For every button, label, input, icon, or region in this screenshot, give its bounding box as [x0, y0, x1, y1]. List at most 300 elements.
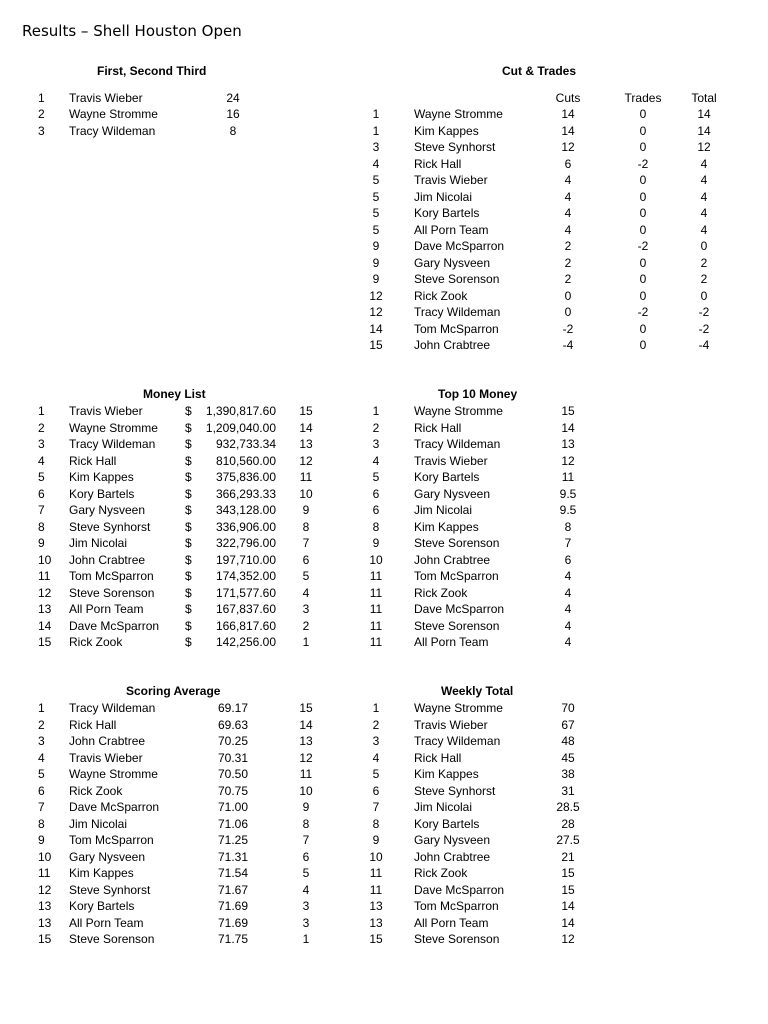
rank-cell: 1 [372, 404, 380, 418]
rank-cell: 3 [372, 437, 380, 451]
trades-cell: -2 [637, 156, 649, 171]
trades-cell: 0 [639, 140, 647, 154]
name-cell: Travis Wieber [69, 90, 143, 105]
rank-cell: 4 [38, 453, 45, 468]
rank-cell: 1 [38, 404, 45, 418]
rank-cell: 2 [372, 717, 380, 732]
trades-cell: 0 [639, 173, 647, 187]
points-cell: 28 [561, 816, 575, 831]
points-cell: 1 [302, 932, 310, 946]
total-cell: 4 [700, 189, 708, 204]
amount-cell: 142,256.00 [215, 635, 276, 649]
rank-cell: 7 [38, 503, 45, 517]
points-cell: 5 [302, 866, 310, 880]
points-cell: 4 [564, 585, 572, 600]
points-cell: 24 [226, 90, 240, 105]
points-cell: 4 [564, 618, 572, 633]
rank-cell: 1 [38, 701, 45, 715]
points-cell: 11 [561, 470, 575, 484]
rank-cell: 6 [372, 486, 380, 501]
rank-cell: 9 [372, 536, 380, 550]
name-cell: Rick Hall [414, 420, 462, 435]
points-cell: 7 [302, 536, 310, 550]
top10-money-title: Top 10 Money [438, 387, 518, 401]
amount-cell: 932,733.34 [215, 437, 276, 451]
currency-cell: $ [185, 453, 192, 468]
name-cell: Dave McSparron [414, 882, 505, 897]
cuts-cell: 0 [564, 288, 572, 303]
points-cell: 3 [302, 915, 310, 930]
points-cell: 12 [561, 932, 575, 946]
points-cell: 5 [302, 569, 310, 583]
points-cell: 11 [299, 767, 313, 781]
name-cell: Wayne Stromme [69, 420, 158, 435]
name-cell: Rick Hall [414, 750, 462, 765]
name-cell: Steve Sorenson [414, 272, 500, 286]
total-cell: 14 [697, 107, 711, 121]
points-cell: 13 [299, 734, 313, 748]
trades-cell: 0 [639, 255, 647, 270]
page-title: Results – Shell Houston Open [22, 22, 242, 40]
points-cell: 1 [302, 635, 310, 649]
avg-cell: 70.50 [217, 767, 249, 781]
name-cell: All Porn Team [69, 602, 144, 616]
rank-cell: 5 [38, 767, 45, 781]
name-cell: Steve Synhorst [414, 783, 496, 798]
avg-cell: 71.69 [217, 899, 249, 913]
cuts-cell: 4 [564, 189, 572, 204]
points-cell: 13 [299, 437, 313, 451]
name-cell: All Porn Team [414, 222, 489, 237]
rank-cell: 14 [38, 618, 52, 633]
currency-cell: $ [185, 602, 192, 616]
name-cell: Wayne Stromme [69, 767, 158, 781]
name-cell: Steve Sorenson [414, 536, 500, 550]
total-cell: 14 [697, 123, 711, 138]
points-cell: 9 [302, 800, 310, 814]
name-cell: Rick Zook [414, 288, 468, 303]
currency-cell: $ [185, 486, 192, 501]
name-cell: All Porn Team [69, 915, 144, 930]
avg-cell: 69.63 [217, 717, 249, 732]
points-cell: 15 [299, 701, 313, 715]
name-cell: Dave McSparron [414, 602, 505, 616]
avg-cell: 70.75 [217, 783, 249, 798]
name-cell: Rick Hall [414, 156, 462, 171]
points-cell: 28.5 [556, 800, 580, 814]
trades-cell: 0 [639, 206, 647, 220]
name-cell: Jim Nicolai [414, 503, 473, 517]
name-cell: Travis Wieber [414, 717, 488, 732]
rank-cell: 15 [38, 932, 52, 946]
rank-cell: 5 [372, 470, 380, 484]
rank-cell: 5 [38, 470, 45, 484]
rank-cell: 11 [369, 618, 383, 633]
points-cell: 14 [299, 420, 313, 435]
cut-trades-title: Cut & Trades [502, 64, 577, 78]
points-cell: 9.5 [559, 486, 577, 501]
points-cell: 4 [564, 635, 572, 649]
cuts-cell: 4 [564, 222, 572, 237]
trades-cell: 0 [639, 189, 647, 204]
cuts-cell: -4 [562, 338, 574, 352]
name-cell: Kory Bartels [414, 470, 480, 484]
name-cell: Travis Wieber [414, 453, 488, 468]
points-cell: 70 [561, 701, 575, 715]
name-cell: Kim Kappes [69, 866, 134, 880]
name-cell: Tom McSparron [414, 569, 499, 583]
trades-header: Trades [624, 90, 662, 105]
total-cell: 12 [697, 140, 711, 154]
rank-cell: 7 [38, 800, 45, 814]
rank-cell: 2 [38, 420, 45, 435]
name-cell: John Crabtree [414, 338, 491, 352]
rank-cell: 12 [38, 585, 52, 600]
points-cell: 7 [302, 833, 310, 847]
total-cell: 4 [700, 173, 708, 187]
rank-cell: 2 [372, 420, 380, 435]
name-cell: Jim Nicolai [69, 536, 128, 550]
rank-cell: 6 [38, 783, 45, 798]
name-cell: Rick Zook [414, 585, 468, 600]
rank-cell: 14 [369, 321, 383, 336]
name-cell: Dave McSparron [414, 239, 505, 253]
points-cell: 27.5 [556, 833, 580, 847]
rank-cell: 10 [38, 552, 52, 567]
points-cell: 6 [302, 552, 310, 567]
trades-cell: 0 [639, 123, 647, 138]
avg-cell: 71.69 [217, 915, 249, 930]
rank-cell: 5 [372, 189, 380, 204]
amount-cell: 166,817.60 [215, 618, 276, 633]
rank-cell: 15 [369, 932, 383, 946]
total-cell: -2 [698, 305, 710, 319]
rank-cell: 12 [369, 305, 383, 319]
trades-cell: 0 [639, 222, 647, 237]
avg-cell: 71.75 [217, 932, 249, 946]
trades-cell: 0 [639, 272, 647, 286]
cuts-cell: 2 [564, 272, 572, 286]
points-cell: 6 [302, 849, 310, 864]
rank-cell: 5 [372, 767, 380, 781]
scoring-average-title: Scoring Average [126, 684, 221, 698]
total-cell: 2 [700, 272, 708, 286]
currency-cell: $ [185, 420, 192, 435]
points-cell: 9 [302, 503, 310, 517]
name-cell: Rick Zook [69, 635, 123, 649]
currency-cell: $ [185, 536, 192, 550]
rank-cell: 11 [38, 866, 51, 880]
name-cell: Wayne Stromme [69, 107, 158, 121]
name-cell: Steve Synhorst [69, 882, 151, 897]
rank-cell: 9 [372, 272, 380, 286]
name-cell: Gary Nysveen [414, 486, 491, 501]
rank-cell: 8 [372, 816, 380, 831]
name-cell: All Porn Team [414, 915, 489, 930]
points-cell: 12 [299, 750, 313, 765]
name-cell: Tom McSparron [69, 569, 154, 583]
points-cell: 4 [564, 569, 572, 583]
name-cell: Jim Nicolai [414, 800, 473, 814]
name-cell: Wayne Stromme [414, 701, 503, 715]
name-cell: Tom McSparron [69, 833, 154, 847]
avg-cell: 71.67 [217, 882, 249, 897]
name-cell: John Crabtree [414, 552, 491, 567]
rank-cell: 7 [372, 800, 380, 814]
rank-cell: 13 [38, 899, 52, 913]
avg-cell: 71.54 [217, 866, 249, 880]
rank-cell: 11 [369, 635, 383, 649]
total-cell: -4 [698, 338, 710, 352]
points-cell: 48 [561, 734, 575, 748]
avg-cell: 71.00 [217, 800, 249, 814]
rank-cell: 3 [38, 734, 45, 748]
name-cell: Tracy Wildeman [69, 123, 156, 138]
total-cell: 0 [700, 239, 708, 253]
name-cell: Kim Kappes [414, 767, 479, 781]
rank-cell: 2 [38, 717, 45, 732]
name-cell: Travis Wieber [69, 750, 143, 765]
rank-cell: 15 [38, 635, 52, 649]
points-cell: 16 [226, 107, 240, 121]
name-cell: Wayne Stromme [414, 404, 503, 418]
points-cell: 14 [561, 420, 575, 435]
cuts-cell: 0 [564, 305, 572, 319]
rank-cell: 11 [369, 585, 383, 600]
name-cell: Wayne Stromme [414, 107, 503, 121]
name-cell: Tom McSparron [414, 321, 499, 336]
name-cell: Gary Nysveen [414, 255, 491, 270]
avg-cell: 71.25 [217, 833, 249, 847]
avg-cell: 69.17 [217, 701, 249, 715]
name-cell: Kim Kappes [69, 470, 134, 484]
rank-cell: 3 [372, 734, 380, 748]
amount-cell: 167,837.60 [215, 602, 276, 616]
rank-cell: 10 [38, 849, 52, 864]
rank-cell: 6 [372, 503, 380, 517]
rank-cell: 11 [369, 569, 383, 583]
amount-cell: 810,560.00 [215, 453, 276, 468]
rank-cell: 11 [369, 882, 383, 897]
name-cell: Tracy Wildeman [414, 305, 501, 319]
trades-cell: 0 [639, 107, 647, 121]
name-cell: Kory Bartels [414, 816, 480, 831]
name-cell: John Crabtree [69, 552, 146, 567]
name-cell: Kim Kappes [414, 123, 479, 138]
rank-cell: 1 [372, 701, 380, 715]
amount-cell: 1,390,817.60 [205, 404, 276, 418]
first-second-third-title: First, Second Third [97, 64, 207, 78]
currency-cell: $ [185, 618, 192, 633]
trades-cell: 0 [639, 288, 647, 303]
rank-cell: 9 [38, 833, 45, 847]
points-cell: 3 [302, 899, 310, 913]
points-cell: 8 [229, 123, 237, 138]
points-cell: 15 [299, 404, 313, 418]
avg-cell: 70.31 [217, 750, 249, 765]
name-cell: John Crabtree [414, 849, 491, 864]
points-cell: 8 [302, 816, 310, 831]
rank-cell: 3 [372, 140, 380, 154]
amount-cell: 174,352.00 [215, 569, 276, 583]
rank-cell: 4 [372, 156, 380, 171]
points-cell: 9.5 [559, 503, 577, 517]
points-cell: 13 [561, 437, 575, 451]
name-cell: Dave McSparron [69, 800, 160, 814]
total-header: Total [691, 90, 717, 105]
rank-cell: 1 [372, 107, 380, 121]
points-cell: 7 [564, 536, 572, 550]
rank-cell: 4 [372, 453, 380, 468]
trades-cell: -2 [637, 239, 649, 253]
points-cell: 4 [564, 602, 572, 616]
money-list-title: Money List [143, 387, 206, 401]
cuts-cell: 2 [564, 239, 572, 253]
rank-cell: 1 [372, 123, 380, 138]
points-cell: 3 [302, 602, 310, 616]
rank-cell: 13 [38, 915, 52, 930]
points-cell: 14 [561, 899, 575, 913]
points-cell: 14 [299, 717, 313, 732]
points-cell: 4 [302, 585, 310, 600]
rank-cell: 11 [369, 602, 383, 616]
cuts-cell: 14 [561, 107, 575, 121]
name-cell: Kory Bartels [414, 206, 480, 220]
points-cell: 38 [561, 767, 575, 781]
points-cell: 14 [561, 915, 575, 930]
name-cell: Tracy Wildeman [414, 437, 501, 451]
cuts-cell: 6 [564, 156, 572, 171]
total-cell: 2 [700, 255, 708, 270]
amount-cell: 1,209,040.00 [205, 420, 276, 435]
total-cell: 0 [700, 288, 708, 303]
rank-cell: 3 [38, 437, 45, 451]
trades-cell: -2 [637, 305, 649, 319]
name-cell: Gary Nysveen [69, 503, 146, 517]
rank-cell: 8 [372, 519, 380, 534]
rank-cell: 13 [38, 602, 52, 616]
points-cell: 4 [302, 882, 310, 897]
points-cell: 67 [561, 717, 575, 732]
points-cell: 6 [564, 552, 572, 567]
name-cell: Travis Wieber [414, 173, 488, 187]
rank-cell: 8 [38, 519, 45, 534]
points-cell: 8 [564, 519, 572, 534]
name-cell: Tom McSparron [414, 899, 499, 913]
name-cell: Rick Hall [69, 453, 117, 468]
name-cell: Tracy Wildeman [69, 701, 156, 715]
currency-cell: $ [185, 585, 192, 600]
name-cell: Dave McSparron [69, 618, 160, 633]
points-cell: 10 [299, 486, 313, 501]
cuts-cell: 12 [561, 140, 575, 154]
points-cell: 11 [299, 470, 313, 484]
total-cell: -2 [698, 321, 710, 336]
rank-cell: 6 [38, 486, 45, 501]
points-cell: 15 [561, 866, 575, 880]
name-cell: Tracy Wildeman [69, 437, 156, 451]
rank-cell: 13 [369, 899, 383, 913]
name-cell: Steve Synhorst [69, 519, 151, 534]
currency-cell: $ [185, 503, 192, 517]
name-cell: Kory Bartels [69, 486, 135, 501]
avg-cell: 71.06 [217, 816, 249, 831]
rank-cell: 9 [372, 239, 380, 253]
weekly-total-title: Weekly Total [441, 684, 514, 698]
amount-cell: 322,796.00 [215, 536, 276, 550]
rank-cell: 12 [38, 882, 52, 897]
cuts-cell: 2 [564, 255, 572, 270]
name-cell: Rick Zook [69, 783, 123, 798]
cuts-cell: 4 [564, 206, 572, 220]
rank-cell: 11 [369, 866, 383, 880]
name-cell: John Crabtree [69, 734, 146, 748]
name-cell: Gary Nysveen [414, 833, 491, 847]
name-cell: Travis Wieber [69, 404, 143, 418]
avg-cell: 71.31 [217, 849, 249, 864]
rank-cell: 5 [372, 222, 380, 237]
currency-cell: $ [185, 470, 192, 484]
name-cell: Gary Nysveen [69, 849, 146, 864]
amount-cell: 336,906.00 [215, 519, 276, 534]
points-cell: 12 [561, 453, 575, 468]
name-cell: Tracy Wildeman [414, 734, 501, 748]
points-cell: 31 [561, 783, 575, 798]
currency-cell: $ [185, 569, 192, 583]
points-cell: 2 [302, 618, 310, 633]
total-cell: 4 [700, 156, 708, 171]
name-cell: Kory Bartels [69, 899, 135, 913]
rank-cell: 9 [38, 536, 45, 550]
name-cell: Jim Nicolai [69, 816, 128, 831]
name-cell: Kim Kappes [414, 519, 479, 534]
rank-cell: 10 [369, 849, 383, 864]
rank-cell: 4 [38, 750, 45, 765]
name-cell: Jim Nicolai [414, 189, 473, 204]
name-cell: Rick Hall [69, 717, 117, 732]
points-cell: 45 [561, 750, 575, 765]
points-cell: 10 [299, 783, 313, 798]
points-cell: 12 [299, 453, 313, 468]
cuts-cell: 14 [561, 123, 575, 138]
rank-cell: 2 [38, 107, 45, 121]
cuts-header: Cuts [555, 90, 581, 105]
total-cell: 4 [700, 206, 708, 220]
rank-cell: 10 [369, 552, 383, 567]
points-cell: 8 [302, 519, 310, 534]
currency-cell: $ [185, 635, 192, 649]
rank-cell: 9 [372, 833, 380, 847]
name-cell: Steve Sorenson [69, 585, 155, 600]
rank-cell: 5 [372, 173, 380, 187]
rank-cell: 3 [38, 123, 45, 138]
rank-cell: 8 [38, 816, 45, 831]
amount-cell: 171,577.60 [215, 585, 276, 600]
avg-cell: 70.25 [217, 734, 249, 748]
trades-cell: 0 [639, 338, 647, 352]
trades-cell: 0 [639, 321, 647, 336]
points-cell: 15 [561, 882, 575, 897]
name-cell: Steve Sorenson [414, 618, 500, 633]
rank-cell: 4 [372, 750, 380, 765]
rank-cell: 12 [369, 288, 383, 303]
name-cell: Rick Zook [414, 866, 468, 880]
currency-cell: $ [185, 437, 192, 451]
points-cell: 15 [561, 404, 575, 418]
rank-cell: 5 [372, 206, 380, 220]
currency-cell: $ [185, 519, 192, 534]
total-cell: 4 [700, 222, 708, 237]
